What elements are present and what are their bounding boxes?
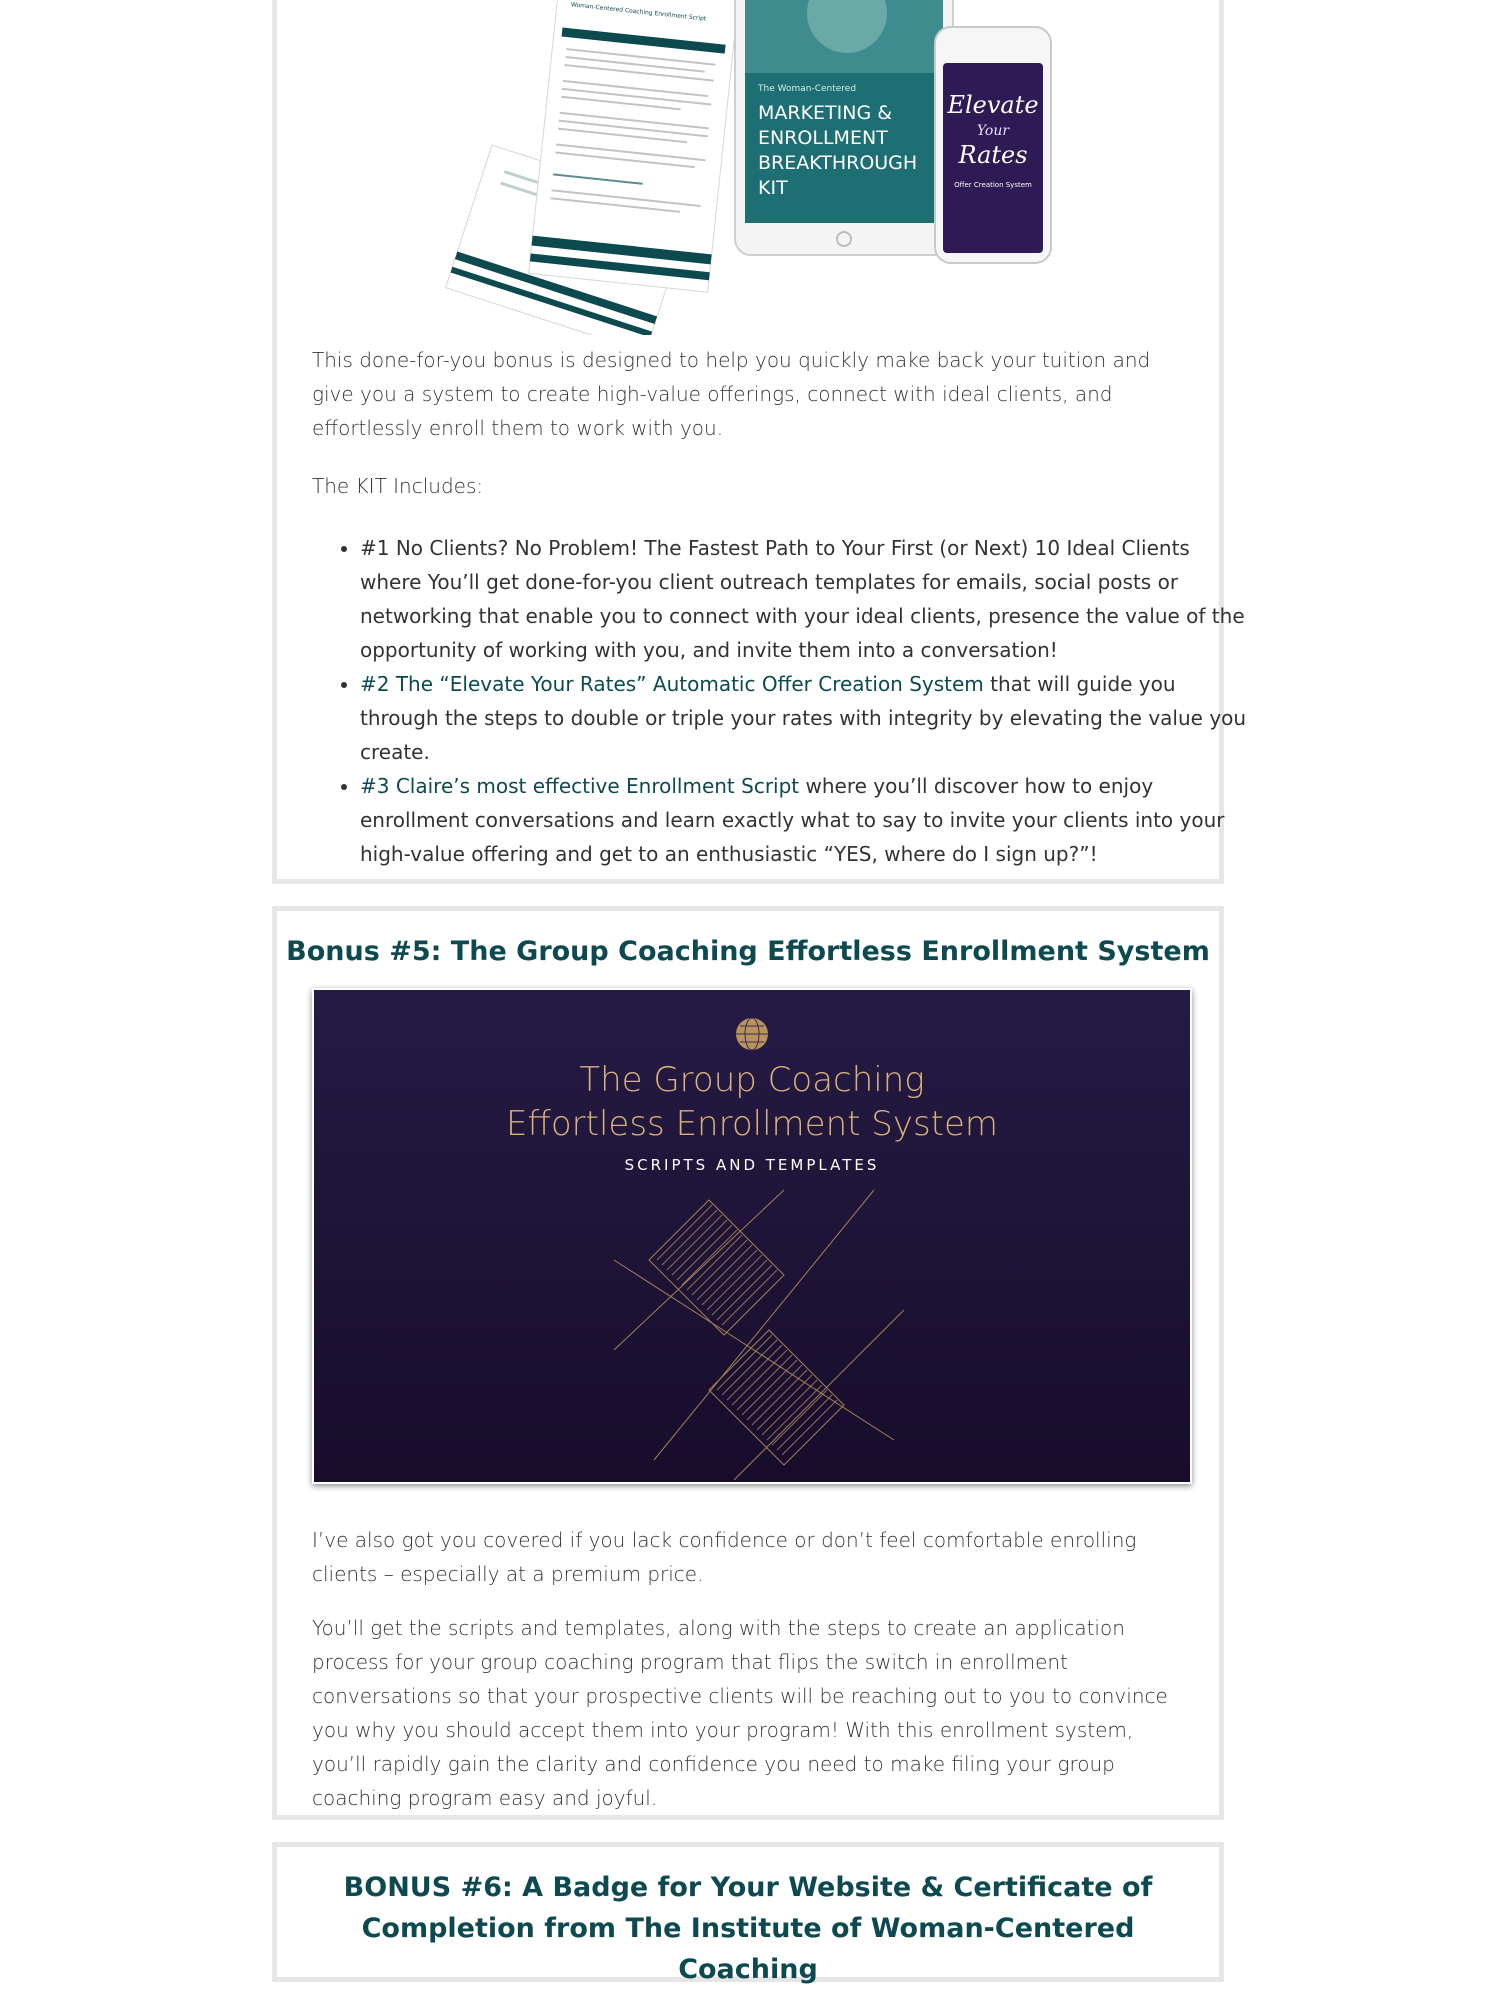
- hatch-line: [727, 1345, 782, 1400]
- hatch-line: [687, 1235, 742, 1290]
- hatch-line: [782, 1400, 837, 1455]
- hatch-line: [747, 1365, 802, 1420]
- bonus-6-title: BONUS #6: A Badge for Your Website & Certificate of Completion from The Institute of Woman-Centered Coaching: [343, 1872, 1153, 1985]
- hatch-line: [717, 1335, 772, 1390]
- hatch-line: [682, 1230, 737, 1285]
- bonus-4-intro: This done-for-you bonus is designed to help you quickly make back your tuition and give you a system to create high-value offerings, connect with ideal clients, and effortlessly enroll them to work with you.: [312, 348, 1151, 440]
- hatch-line: [722, 1340, 777, 1395]
- document-front: [529, 0, 739, 292]
- hatch-line: [657, 1205, 712, 1260]
- banner-title-line-2: Effortless Enrollment System: [505, 1104, 999, 1144]
- bonus-6-card: [272, 1842, 1224, 1985]
- svg-text:MARKETING &: MARKETING &: [758, 102, 893, 124]
- hatch-line: [772, 1390, 827, 1445]
- banner-title-line-1: The Group Coaching: [579, 1060, 925, 1100]
- geometric-line-art: [614, 1190, 904, 1480]
- hatch-line: [767, 1385, 822, 1440]
- list-item: [360, 667, 1250, 769]
- tablet-mockup: [735, 0, 953, 255]
- svg-text:Woman-Centered Coaching Enroll: Woman-Centered Coaching Enrollment Script: [570, 1, 707, 23]
- svg-text:Rates: Rates: [958, 141, 1028, 169]
- kit-items-list: [312, 531, 1250, 871]
- globe-logo-icon: [736, 1018, 768, 1050]
- hatch-line: [707, 1255, 762, 1310]
- bonus-4-card: [272, 0, 1247, 884]
- hatch-line: [702, 1250, 757, 1305]
- hatch-line: [717, 1265, 772, 1320]
- bonus-5-title: Bonus #5: The Group Coaching Effortless Enrollment System: [286, 936, 1210, 967]
- list-item-text: #1 No Clients? No Problem! The Fastest Path to Your First (or Next) 10 Ideal Clients where You’ll get done-for-you client outreach templates for emails, social posts or networking that enable you to connect with your ideal clients, presence the value of the opportunity of working with you, and invite them into a conversation!: [360, 536, 1245, 662]
- bonus-5-banner-image: [312, 988, 1192, 1484]
- kit-product-image: [277, 0, 1219, 335]
- hatch-line: [742, 1360, 797, 1415]
- hatch-line: [677, 1225, 732, 1280]
- hatch-line: [757, 1375, 812, 1430]
- list-item: [360, 531, 1250, 667]
- svg-text:KIT: KIT: [758, 177, 788, 199]
- list-item: [360, 769, 1250, 871]
- svg-text:The Woman-Centered: The Woman-Centered: [758, 84, 857, 94]
- svg-text:Elevate: Elevate: [947, 91, 1039, 119]
- bonus-5-paragraph-2: You’ll get the scripts and templates, along with the steps to create an application process for your group coaching program that flips the switch in enrollment conversations so that your prospective clients will be reaching out to you to convince you why you should accept them into your program! With this enrollment system, you’ll rapidly gain the clarity and confidence you need to make filing your group coaching program easy and joyful.: [312, 1616, 1168, 1810]
- svg-text:BREAKTHROUGH: BREAKTHROUGH: [758, 152, 918, 174]
- hatch-line: [667, 1215, 722, 1270]
- svg-text:Your: Your: [976, 123, 1010, 139]
- svg-text:ENROLLMENT: ENROLLMENT: [758, 127, 888, 149]
- banner-subtitle: SCRIPTS AND TEMPLATES: [624, 1156, 880, 1174]
- list-item-highlight: #2 The “Elevate Your Rates” Automatic Offer Creation System: [360, 672, 984, 696]
- hatch-line: [777, 1395, 832, 1450]
- hatch-line: [697, 1245, 752, 1300]
- hatch-line: [662, 1210, 717, 1265]
- hatch-line: [692, 1240, 747, 1295]
- kit-includes-label: The KIT Includes:: [312, 474, 484, 498]
- hatch-line: [712, 1260, 767, 1315]
- hatch-line: [762, 1380, 817, 1435]
- bonus-5-card: [272, 906, 1224, 1820]
- bonus-5-paragraph-1: I’ve also got you covered if you lack confidence or don’t feel comfortable enrolling clients – especially at a premium price.: [312, 1528, 1137, 1586]
- hatch-line: [737, 1355, 792, 1410]
- svg-text:Offer Creation System: Offer Creation System: [954, 181, 1032, 189]
- hatch-line: [752, 1370, 807, 1425]
- list-item-highlight: #3 Claire’s most effective Enrollment Script: [360, 774, 800, 798]
- list-item-text: where you’ll discover how to enjoy enrollment conversations and learn exactly what to say to invite your clients into your high-value offering and get to an enthusiastic “YES, where do I sign up?”!: [360, 774, 1225, 866]
- phone-mockup: [935, 27, 1051, 263]
- hatch-line: [722, 1270, 777, 1325]
- list-item-text: that will guide you through the steps to double or triple your rates with integrity by elevating the value you create.: [360, 672, 1247, 764]
